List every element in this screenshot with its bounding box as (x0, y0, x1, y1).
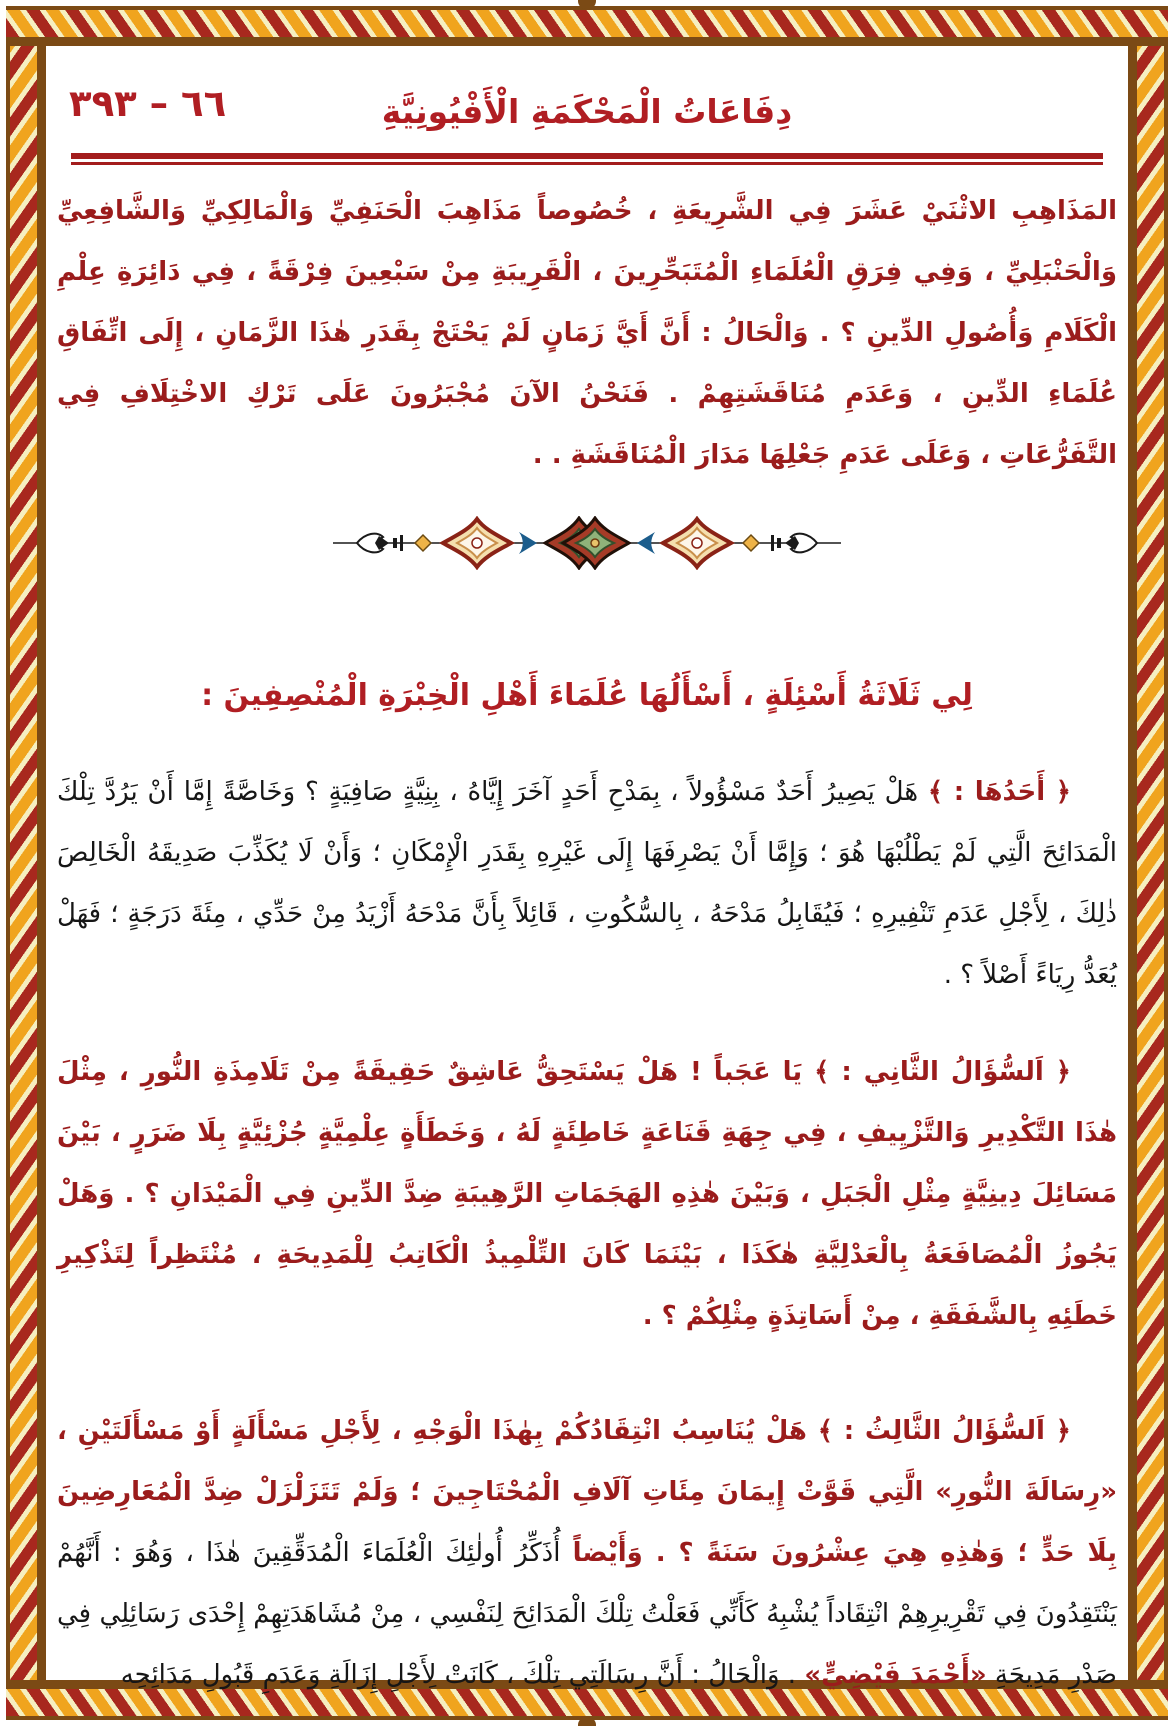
section-heading: لِي ثَلَاثَةُ أَسْئِلَةٍ ، أَسْأَلُهَا عُلَمَاءَ أَهْلِ الْخِبْرَةِ الْمُنْصِفِينَ : (201, 678, 973, 713)
border-left-strip (6, 6, 46, 1720)
page-header (57, 79, 1117, 145)
intro-paragraph: المَذَاهِبِ الاثْنَيْ عَشَرَ فِي الشَّرِيعَةِ ، خُصُوصاً مَذَاهِبَ الْحَنَفِيِّ وَالْمَالِكِيِّ وَالشَّافِعِيِّ وَالْحَنْبَلِيِّ ، وَفِي فِرَقِ الْعُلَمَاءِ الْمُتَبَحِّرِينَ ، الْقَرِيبَةِ مِنْ سَبْعِينَ فِرْقَةً ، فِي دَائِرَةِ عِلْمِ الْكَلَامِ وَأُصُولِ الدِّينِ ؟ . وَالْحَالُ : أَنَّ أَيَّ زَمَانٍ لَمْ يَحْتَجْ بِقَدَرِ هٰذَا الزَّمَانِ ، إِلَى اتِّفَاقِ عُلَمَاءِ الدِّينِ ، وَعَدَمِ مُنَاقَشَتِهِمْ . فَنَحْنُ الآنَ مُجْبَرُونَ عَلَى تَرْكِ الاخْتِلَافِ فِي التَّفَرُّعَاتِ ، وَعَلَى عَدَمِ جَعْلِهَا مَدَارَ الْمُنَاقَشَةِ . . (57, 196, 1117, 470)
question-2-label: ﴿ اَلسُّؤَالُ الثَّانِي : ﴾ (814, 1057, 1071, 1087)
page-number: ٦٦ – ٣٩٣ (69, 82, 227, 125)
header-divider-thin-line (71, 162, 1103, 165)
border-right-strip (1128, 6, 1168, 1720)
header-divider (71, 153, 1103, 165)
question-3-name-ahmad-faydi: «أَحْمَدَ فَيْضِيٍّ» (804, 1660, 987, 1690)
question-3-red-lead: هَلْ يُنَاسِبُ انْتِقَادُكُمْ بِهٰذَا الْوَجْهِ ، لِأَجْلِ مَسْأَلَةٍ أَوْ مَسْأَلَتَيْنِ ، «رِسَالَةَ النُّورِ» الَّتِي قَوَّتْ إِيمَانَ مِئَاتِ آلَافِ الْمُحْتَاجِينَ ؛ وَلَمْ تَتَزَلْزَلْ ضِدَّ الْمُعَارِضِينَ بِلَا حَدٍّ ؛ وَهٰذِهِ هِيَ عِشْرُونَ سَنَةً ؟ . وَأَيْضاً (57, 1416, 1117, 1568)
page-content (57, 45, 1117, 1690)
question-2-body: يَا عَجَباً ! هَلْ يَسْتَحِقُّ عَاشِقٌ حَقِيقَةً مِنْ تَلَامِذَةِ النُّورِ ، مِثْلَ هٰذَا التَّكْدِيرِ وَالتَّزْيِيفِ ، فِي جِهَةِ قَنَاعَةٍ خَاطِئَةٍ لَهُ ، وَخَطَأَةٍ عِلْمِيَّةٍ جُزْئِيَّةٍ بِلَا ضَرَرٍ ، بَيْنَ مَسَائِلَ دِينِيَّةٍ مِثْلِ الْجَبَلِ ، وَبَيْنَ هٰذِهِ الهَجَمَاتِ الرَّهِيبَةِ ضِدَّ الدِّينِ فِي الْمَيْدَانِ ؟ . وَهَلْ يَجُوزُ الْمُصَافَعَةُ بِالْعَدْلِيَّةِ هٰكَذَا ، بَيْنَمَا كَانَ التِّلْمِيذُ الْكَاتِبُ لِلْمَدِيحَةِ ، مُنْتَظِراً لِتَذْكِيرِ خَطَئِهِ بِالشَّفَقَةِ ، مِنْ أَسَاتِذَةٍ مِثْلِكُمْ ؟ . (57, 1057, 1117, 1331)
question-3-label: ﴿ اَلسُّؤَالُ الثَّالِثُ : ﴾ (817, 1416, 1071, 1446)
question-3-black-tail: . وَالْحَالُ : أَنَّ رِسَالَتِي تِلْكَ ، كَانَتْ لِأَجْلِ إِزَالَةِ وَعَدَمِ قَبُولِ مَدَائِحِه (120, 1660, 805, 1690)
question-1-paragraph (57, 762, 1117, 1006)
question-1-label: ﴿ أَحَدُهَا : ﴾ (927, 777, 1072, 807)
document-title: دِفَاعَاتُ الْمَحْكَمَةِ الْأَفْيُونِيَّةِ (381, 92, 793, 131)
question-3-paragraph (57, 1401, 1117, 1706)
question-1-body: هَلْ يَصِيرُ أَحَدٌ مَسْؤُولاً ، بِمَدْحِ أَحَدٍ آخَرَ إِيَّاهُ ، بِنِيَّةٍ صَافِيَةٍ ؟ وَخَاصَّةً إِمَّا أَنْ يَرُدَّ تِلْكَ الْمَدَائِحَ الَّتِي لَمْ يَطْلُبْهَا هُوَ ؛ وَإِمَّا أَنْ يَصْرِفَهَا إِلَى غَيْرِهِ بِقَدَرِ الْإِمْكَانِ ؛ وَأَنْ لَا يُكَذِّبَ صَدِيقَهُ الْخَالِصَ ذٰلِكَ ، لِأَجْلِ عَدَمِ تَنْفِيرِهِ ؛ فَيُقَابِلُ مَدْحَهُ ، بِالسُّكُوتِ ، قَائِلاً بِأَنَّ مَدْحَهُ أَزْيَدُ مِنْ حَدِّي ، مِئَةَ دَرَجَةٍ ؛ فَهَلْ يُعَدُّ رِيَاءً أَصْلاً ؟ . (57, 777, 1117, 990)
header-divider-thick-line (71, 153, 1103, 159)
floral-divider-wrap (57, 516, 1117, 574)
floral-divider-icon (327, 516, 847, 570)
question-2-paragraph (57, 1042, 1117, 1347)
question-3-black-mid: أُذَكِّرُ أُولٰئِكَ الْعُلَمَاءَ الْمُدَقِّقِينَ هٰذَا ، وَهُوَ : أَنَّهُمْ يَنْتَقِدُونَ فِي تَقْرِيرِهِمْ انْتِقَاداً يُشْبِهُ كَأَنِّي فَعَلْتُ تِلْكَ الْمَدَائِحَ لِنَفْسِي ، مِنْ مُشَاهَدَتِهِمْ إِحْدَى رَسَائِلِي فِي صَدْرِ مَدِيحَةِ (57, 1538, 1117, 1690)
border-top-strip (6, 6, 1168, 46)
bottom-center-finial (578, 1717, 596, 1726)
